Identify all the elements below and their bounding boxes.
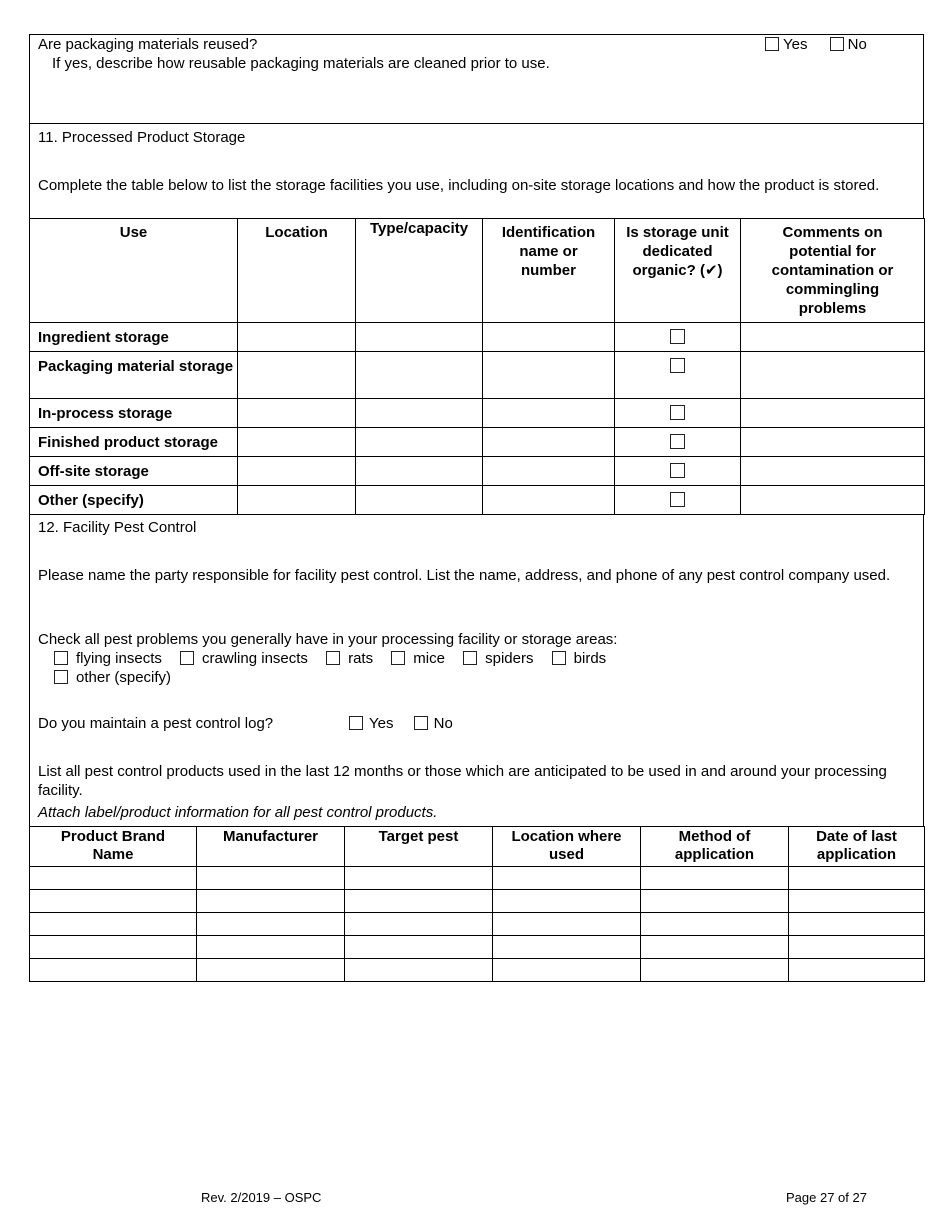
col-header-method: Method of application [641,827,789,867]
storage-comments-cell[interactable] [741,352,925,399]
packaging-yes-checkbox[interactable] [765,37,779,51]
packaging-no-checkbox[interactable] [830,37,844,51]
method-cell[interactable] [641,936,789,959]
target-cell[interactable] [345,959,493,982]
pest-log-yes-label: Yes [369,715,394,732]
pest-log-no-checkbox[interactable] [414,716,428,730]
product-cell[interactable] [30,936,197,959]
pest-other-option [54,669,185,686]
storage-dedicated-cell [615,486,741,515]
dedicated-organic-checkbox[interactable] [670,492,685,507]
target-cell[interactable] [345,936,493,959]
spiders-label: spiders [485,650,534,667]
manufacturer-cell[interactable] [197,913,345,936]
location-cell[interactable] [493,959,641,982]
storage-identification-cell[interactable] [483,428,615,457]
storage-dedicated-cell [615,352,741,399]
date-cell[interactable] [789,959,925,982]
storage-location-cell[interactable] [238,352,356,399]
manufacturer-cell[interactable] [197,867,345,890]
col-header-location: Location [238,219,356,323]
section-11-instructions: Complete the table below to list the storage facilities you use, including on-site storage locations and how the product is stored. [38,177,880,194]
method-cell[interactable] [641,959,789,982]
method-cell[interactable] [641,890,789,913]
table-row [30,867,925,890]
packaging-reuse-question: Are packaging materials reused? [38,36,258,53]
date-cell[interactable] [789,890,925,913]
storage-comments-cell[interactable] [741,428,925,457]
table-row [30,936,925,959]
target-cell[interactable] [345,913,493,936]
pest-other-checkbox[interactable] [54,670,68,684]
date-cell[interactable] [789,867,925,890]
flying-insects-checkbox[interactable] [54,651,68,665]
manufacturer-cell[interactable] [197,890,345,913]
pest-party-instructions: Please name the party responsible for facility pest control. List the name, address, and phone of any pest control company used. [38,567,891,584]
pest-log-yes-checkbox[interactable] [349,716,363,730]
storage-dedicated-cell [615,323,741,352]
mice-checkbox[interactable] [391,651,405,665]
storage-type-cell[interactable] [356,486,483,515]
product-cell[interactable] [30,913,197,936]
location-cell[interactable] [493,936,641,959]
dedicated-organic-checkbox[interactable] [670,405,685,420]
mice-label: mice [413,650,445,667]
storage-location-cell[interactable] [238,428,356,457]
pest-problem-options [54,650,620,667]
date-cell[interactable] [789,913,925,936]
packaging-cleaning-prompt: If yes, describe how reusable packaging materials are cleaned prior to use. [52,55,550,72]
dedicated-organic-checkbox[interactable] [670,329,685,344]
packaging-reuse-section [29,34,924,124]
storage-comments-cell[interactable] [741,323,925,352]
storage-row-label: Off-site storage [30,457,238,486]
method-cell[interactable] [641,913,789,936]
storage-row-label: In-process storage [30,399,238,428]
facility-pest-control-section [29,514,924,827]
packaging-no-label: No [847,36,867,53]
table-row [30,959,925,982]
spiders-checkbox[interactable] [463,651,477,665]
product-cell[interactable] [30,890,197,913]
pest-other-label: other (specify) [76,669,172,686]
storage-comments-cell[interactable] [741,399,925,428]
attach-label-note: Attach label/product information for all pest control products. [38,804,438,821]
product-cell[interactable] [30,959,197,982]
location-cell[interactable] [493,890,641,913]
rats-label: rats [348,650,374,667]
processed-product-storage-section [29,123,924,219]
storage-identification-cell[interactable] [483,457,615,486]
pest-log-options [349,715,453,732]
table-row [30,890,925,913]
storage-identification-cell[interactable] [483,486,615,515]
storage-dedicated-cell [615,457,741,486]
birds-checkbox[interactable] [552,651,566,665]
pest-control-products-table [29,826,925,982]
dedicated-organic-checkbox[interactable] [670,463,685,478]
storage-row-label: Other (specify) [30,486,238,515]
footer-revision: Rev. 2/2019 – OSPC [201,1190,322,1205]
col-header-use: Use [30,219,238,323]
target-cell[interactable] [345,867,493,890]
target-cell[interactable] [345,890,493,913]
pest-log-no-label: No [433,715,453,732]
col-header-type-capacity: Type/capacity [356,219,483,323]
pest-problems-prompt: Check all pest problems you generally have in your processing facility or storage areas: [38,631,618,648]
manufacturer-cell[interactable] [197,959,345,982]
pest-log-question: Do you maintain a pest control log? [38,715,274,732]
storage-comments-cell[interactable] [741,486,925,515]
storage-identification-cell[interactable] [483,352,615,399]
birds-label: birds [573,650,607,667]
storage-type-cell[interactable] [356,399,483,428]
storage-row-label: Ingredient storage [30,323,238,352]
col-header-manufacturer: Manufacturer [197,827,345,867]
storage-row-label: Finished product storage [30,428,238,457]
storage-type-cell[interactable] [356,352,483,399]
rats-checkbox[interactable] [326,651,340,665]
manufacturer-cell[interactable] [197,936,345,959]
col-header-date-last: Date of last application [789,827,925,867]
storage-dedicated-cell [615,428,741,457]
storage-identification-cell[interactable] [483,399,615,428]
crawling-insects-checkbox[interactable] [180,651,194,665]
pest-products-instructions: List all pest control products used in the last 12 months or those which are anticipated to be used in and around your processing facility. [38,763,887,799]
col-header-dedicated-organic: Is storage unit dedicated organic? (✔) [615,219,741,323]
dedicated-organic-checkbox[interactable] [670,358,685,373]
storage-facilities-table [29,218,925,515]
location-cell[interactable] [493,913,641,936]
storage-dedicated-cell [615,399,741,428]
storage-location-cell[interactable] [238,323,356,352]
storage-comments-cell[interactable] [741,457,925,486]
col-header-comments: Comments on potential for contamination or commingling problems [741,219,925,323]
section-11-title: 11. Processed Product Storage [38,129,246,146]
crawling-insects-label: crawling insects [202,650,308,667]
storage-type-cell[interactable] [356,457,483,486]
col-header-product-brand: Product Brand Name [30,827,197,867]
dedicated-organic-checkbox[interactable] [670,434,685,449]
col-header-location-used: Location where used [493,827,641,867]
flying-insects-label: flying insects [76,650,162,667]
storage-location-cell[interactable] [238,457,356,486]
date-cell[interactable] [789,936,925,959]
storage-identification-cell[interactable] [483,323,615,352]
section-12-title: 12. Facility Pest Control [38,519,197,536]
packaging-yes-label: Yes [783,36,808,53]
col-header-identification: Identification name or number [483,219,615,323]
packaging-reuse-options [765,36,885,53]
storage-location-cell[interactable] [238,486,356,515]
storage-row-label: Packaging material storage [30,352,238,399]
location-cell[interactable] [493,867,641,890]
storage-type-cell[interactable] [356,323,483,352]
method-cell[interactable] [641,867,789,890]
footer-page-number: Page 27 of 27 [786,1190,867,1205]
product-cell[interactable] [30,867,197,890]
storage-location-cell[interactable] [238,399,356,428]
storage-type-cell[interactable] [356,428,483,457]
col-header-target-pest: Target pest [345,827,493,867]
table-row [30,913,925,936]
